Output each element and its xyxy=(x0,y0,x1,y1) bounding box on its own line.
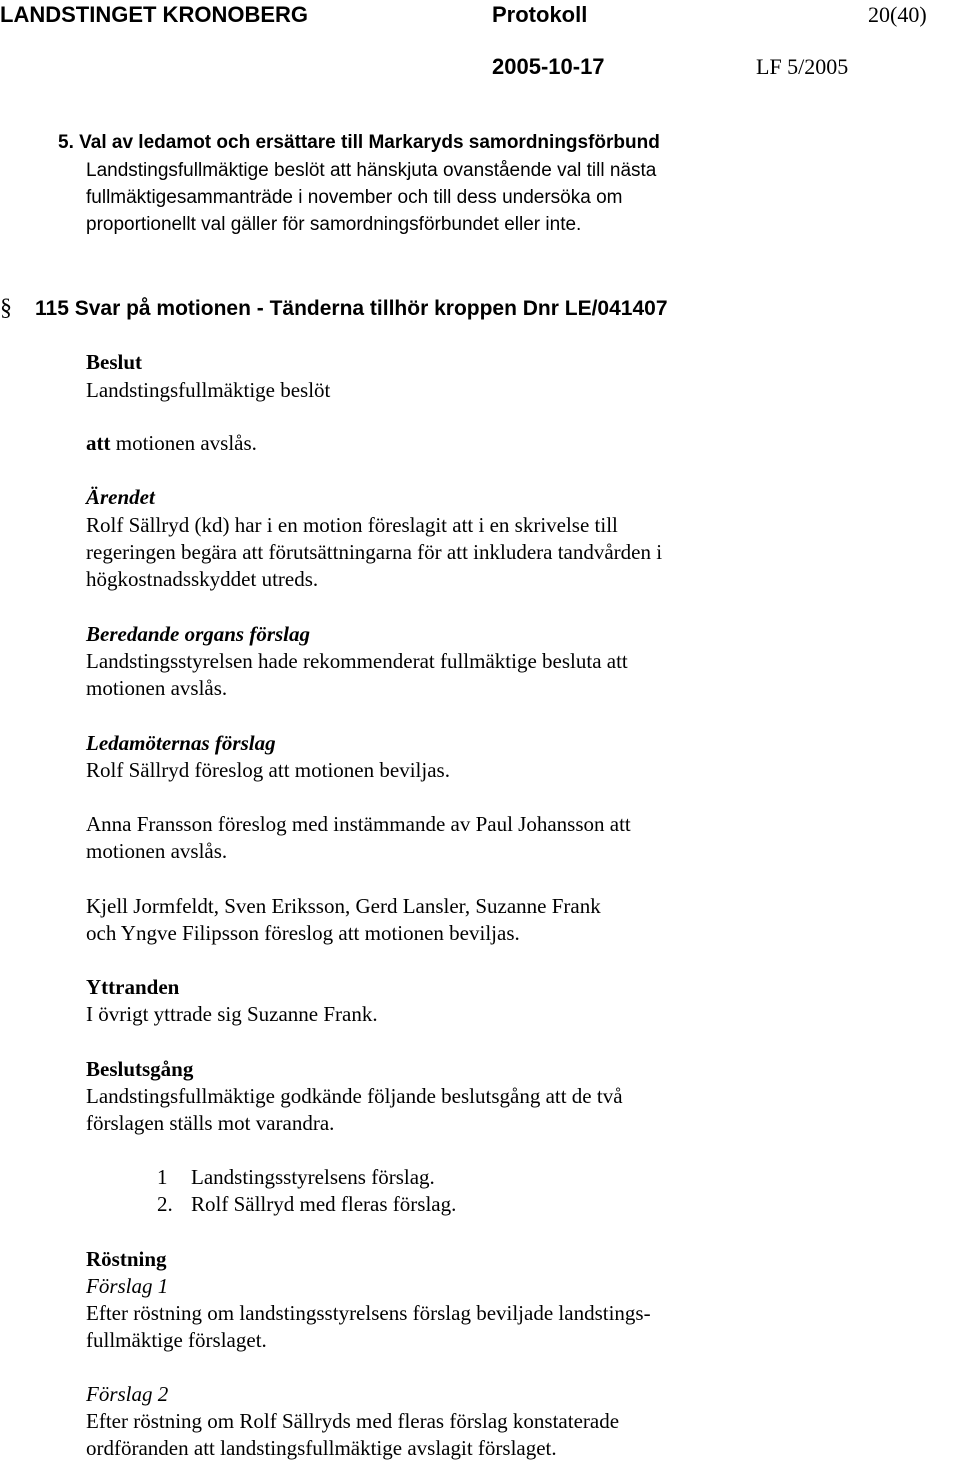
beslutsgang-title: Beslutsgång xyxy=(86,1057,194,1081)
ledamoter-title: Ledamöternas förslag xyxy=(86,731,276,755)
beredande-title: Beredande organs förslag xyxy=(86,622,311,646)
att-word: att xyxy=(86,431,111,455)
beredande-line: motionen avslås. xyxy=(86,676,228,700)
beslutsgang-line: Landstingsfullmäktige godkände följande beslutsgång att de två xyxy=(86,1084,623,1108)
section115-heading: 115 Svar på motionen - Tänderna tillhör kroppen Dnr LE/041407 xyxy=(35,297,668,320)
ledamoter-p1: Rolf Sällryd föreslog att motionen beviljas. xyxy=(86,758,450,782)
header-date: 2005-10-17 xyxy=(492,54,605,79)
header-page-number: 20(40) xyxy=(868,2,927,27)
yttranden-text: I övrigt yttrade sig Suzanne Frank. xyxy=(86,1002,378,1026)
rostning-title: Röstning xyxy=(86,1247,167,1271)
list-item-number: 2. xyxy=(157,1192,173,1216)
forslag1-line: Efter röstning om landstingsstyrelsens förslag beviljade landstings- xyxy=(86,1301,651,1325)
arendet-title: Ärendet xyxy=(86,485,155,509)
ledamoter-p3-line: Kjell Jormfeldt, Sven Eriksson, Gerd Lansler, Suzanne Frank xyxy=(86,894,601,918)
ledamoter-p2-line: motionen avslås. xyxy=(86,839,228,863)
forslag1-line: fullmäktige förslaget. xyxy=(86,1328,267,1352)
arendet-line: högkostnadsskyddet utreds. xyxy=(86,567,319,591)
arendet-line: Rolf Sällryd (kd) har i en motion föreslagit att i en skrivelse till xyxy=(86,513,618,537)
beredande-line: Landstingsstyrelsen hade rekommenderat fullmäktige besluta att xyxy=(86,649,628,673)
item5-line: proportionellt val gäller för samordningsförbundet eller inte. xyxy=(86,214,582,235)
beslutsgang-line: förslagen ställs mot varandra. xyxy=(86,1111,335,1135)
list-item-number: 1 xyxy=(157,1165,168,1189)
beslut-title: Beslut xyxy=(86,350,143,374)
list-item: Rolf Sällryd med fleras förslag. xyxy=(191,1192,457,1216)
item5-line: fullmäktigesammanträde i november och till dess undersöka om xyxy=(86,187,623,208)
header-org: LANDSTINGET KRONOBERG xyxy=(0,2,308,27)
yttranden-title: Yttranden xyxy=(86,975,180,999)
ledamoter-p2-line: Anna Fransson föreslog med instämmande av Paul Johansson att xyxy=(86,812,631,836)
section-symbol: § xyxy=(0,295,12,321)
beslut-text: Landstingsfullmäktige beslöt xyxy=(86,378,331,402)
forslag2-title: Förslag 2 xyxy=(86,1382,169,1406)
header-doc-type: Protokoll xyxy=(492,2,588,27)
forslag2-line: ordföranden att landstingsfullmäktige avslagit förslaget. xyxy=(86,1436,557,1460)
item5-line: Landstingsfullmäktige beslöt att hänskjuta ovanstående val till nästa xyxy=(86,160,657,181)
att-text: motionen avslås. xyxy=(110,431,257,455)
item5-heading: 5. Val av ledamot och ersättare till Markaryds samordningsförbund xyxy=(58,132,660,153)
ledamoter-p3-line: och Yngve Filipsson föreslog att motionen beviljas. xyxy=(86,921,520,945)
list-item: Landstingsstyrelsens förslag. xyxy=(191,1165,435,1189)
forslag1-title: Förslag 1 xyxy=(86,1274,169,1298)
header-ref: LF 5/2005 xyxy=(756,54,849,79)
arendet-line: regeringen begära att förutsättningarna för att inkludera tandvården i xyxy=(86,540,663,564)
beslut-att-line xyxy=(86,430,257,457)
forslag2-line: Efter röstning om Rolf Sällryds med fleras förslag konstaterade xyxy=(86,1409,620,1433)
